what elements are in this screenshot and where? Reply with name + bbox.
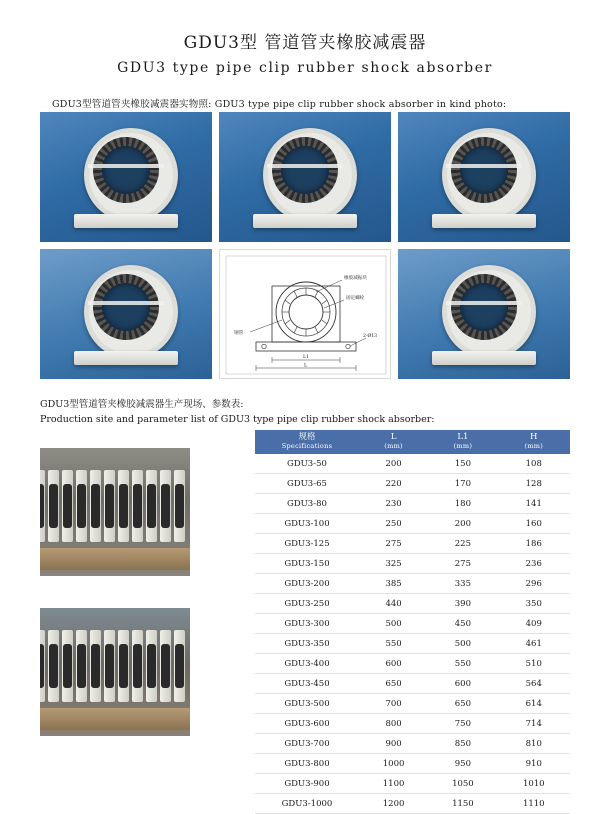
cell-h: 186: [498, 534, 570, 554]
table-row: [255, 574, 570, 594]
stacked-unit: [90, 630, 101, 702]
cell-l1: 225: [428, 534, 497, 554]
clamp-illustration: [78, 126, 174, 222]
cell-h: 128: [498, 474, 570, 494]
product-photo-4: [40, 249, 212, 379]
cell-specification: GDU3-125: [255, 534, 359, 554]
cell-h: 910: [498, 754, 570, 774]
production-caption-english: Production site and parameter list of GDU3 type pipe clip rubber shock absorber:: [40, 414, 435, 425]
clamp-split-line: [88, 164, 164, 168]
cell-l1: 450: [428, 614, 497, 634]
product-photo-2: [219, 112, 391, 242]
clamp-split-line: [88, 301, 164, 305]
photo-section-caption: GDU3型管道管夹橡胶减震器实物照: GDU3 type pipe clip rubber shock absorber in kind photo:: [52, 99, 507, 110]
stacked-unit: [174, 470, 185, 542]
production-caption-chinese: GDU3型管道管夹橡胶减震器生产现场、参数表:: [40, 399, 244, 410]
stacked-unit: [48, 470, 59, 542]
clamp-split-line: [446, 301, 522, 305]
cell-specification: GDU3-250: [255, 594, 359, 614]
cell-h: 350: [498, 594, 570, 614]
clamp-base-plate: [432, 351, 536, 365]
header-label-en: Specifications: [281, 441, 333, 450]
cell-l1: 275: [428, 554, 497, 574]
stacked-unit: [90, 470, 101, 542]
cell-l1: 390: [428, 594, 497, 614]
diagram-label-hole: 2-Ø13: [363, 334, 378, 339]
stacked-unit: [160, 470, 171, 542]
stacked-unit: [62, 630, 73, 702]
header-label-cn: H: [530, 432, 538, 442]
stacked-unit: [118, 470, 129, 542]
page-title: [0, 0, 610, 76]
cell-specification: GDU3-500: [255, 694, 359, 714]
table-row: [255, 794, 570, 814]
cell-l: 1200: [359, 794, 428, 814]
cell-l1: 950: [428, 754, 497, 774]
header-label-cn: L: [390, 432, 397, 442]
stacked-unit: [48, 630, 59, 702]
pallet: [40, 548, 190, 570]
cell-h: 409: [498, 614, 570, 634]
clamp-bore: [460, 146, 508, 194]
clamp-base-plate: [74, 214, 178, 228]
cell-h: 1010: [498, 774, 570, 794]
clamp-illustration: [78, 263, 174, 359]
cell-l1: 650: [428, 694, 497, 714]
table-header: [255, 430, 570, 454]
cell-h: 461: [498, 634, 570, 654]
column-header-h: [498, 430, 570, 454]
cell-l: 650: [359, 674, 428, 694]
cell-specification: GDU3-50: [255, 454, 359, 474]
clamp-bore: [281, 146, 329, 194]
table-row: [255, 554, 570, 574]
table-row: [255, 594, 570, 614]
production-photo-1: [40, 448, 190, 576]
cell-specification: GDU3-900: [255, 774, 359, 794]
clamp-base-plate: [253, 214, 357, 228]
table-row: [255, 754, 570, 774]
column-header-specification: [255, 430, 359, 454]
table-row: [255, 674, 570, 694]
header-label-unit: (mm): [453, 441, 473, 450]
cell-specification: GDU3-1000: [255, 794, 359, 814]
clamp-illustration: [436, 263, 532, 359]
table-row: [255, 494, 570, 514]
cell-l: 250: [359, 514, 428, 534]
table-row: [255, 474, 570, 494]
cell-specification: GDU3-65: [255, 474, 359, 494]
clamp-bore: [460, 283, 508, 331]
cell-h: 810: [498, 734, 570, 754]
cell-l1: 1050: [428, 774, 497, 794]
clamp-base-plate: [74, 351, 178, 365]
cell-h: 510: [498, 654, 570, 674]
cell-specification: GDU3-100: [255, 514, 359, 534]
stacked-unit: [146, 470, 157, 542]
cell-specification: GDU3-800: [255, 754, 359, 774]
diagram-label-bolt: 固定螺栓: [346, 296, 365, 301]
cell-l: 200: [359, 454, 428, 474]
production-photo-2: [40, 608, 190, 736]
clamp-illustration: [436, 126, 532, 222]
header-label-unit: (mm): [384, 441, 403, 450]
cell-specification: GDU3-700: [255, 734, 359, 754]
cell-specification: GDU3-450: [255, 674, 359, 694]
product-stack: [40, 470, 190, 542]
cell-l: 800: [359, 714, 428, 734]
title-english: GDU3 type pipe clip rubber shock absorber: [117, 60, 493, 76]
table-body: [255, 454, 570, 814]
cell-l1: 850: [428, 734, 497, 754]
diagram-label-pipe: 钢管: [234, 331, 244, 336]
table-row: [255, 734, 570, 754]
stacked-unit: [40, 470, 45, 542]
table-row: [255, 534, 570, 554]
stacked-unit: [76, 630, 87, 702]
stacked-unit: [118, 630, 129, 702]
cell-h: 236: [498, 554, 570, 574]
stacked-unit: [132, 630, 143, 702]
clamp-bore: [102, 146, 150, 194]
cell-l1: 500: [428, 634, 497, 654]
table-row: [255, 634, 570, 654]
cell-l1: 750: [428, 714, 497, 734]
cell-l1: 335: [428, 574, 497, 594]
technical-drawing-svg: [220, 250, 391, 379]
cell-l: 385: [359, 574, 428, 594]
clamp-split-line: [446, 164, 522, 168]
product-photo-5: [398, 249, 570, 379]
cell-l: 500: [359, 614, 428, 634]
header-label-cn: L1: [457, 432, 469, 442]
table-row: [255, 514, 570, 534]
cell-h: 1110: [498, 794, 570, 814]
stacked-unit: [62, 470, 73, 542]
pallet: [40, 708, 190, 730]
cell-l1: 150: [428, 454, 497, 474]
table-row: [255, 454, 570, 474]
cell-l: 275: [359, 534, 428, 554]
product-stack: [40, 630, 190, 702]
cell-specification: GDU3-80: [255, 494, 359, 514]
diagram-dim-l1: L1: [303, 355, 310, 360]
table-row: [255, 774, 570, 794]
stacked-unit: [40, 630, 45, 702]
clamp-base-plate: [432, 214, 536, 228]
clamp-illustration: [257, 126, 353, 222]
cell-l1: 1150: [428, 794, 497, 814]
stacked-unit: [76, 470, 87, 542]
column-header-l1: [428, 430, 497, 454]
cell-h: 141: [498, 494, 570, 514]
cell-specification: GDU3-600: [255, 714, 359, 734]
table-header-row: [255, 430, 570, 454]
specification-table: [255, 430, 570, 814]
cell-specification: GDU3-400: [255, 654, 359, 674]
cell-l1: 180: [428, 494, 497, 514]
table-row: [255, 694, 570, 714]
cell-l: 600: [359, 654, 428, 674]
product-photo-1: [40, 112, 212, 242]
diagram-dim-l: L: [304, 363, 308, 369]
cell-l1: 170: [428, 474, 497, 494]
cell-l: 700: [359, 694, 428, 714]
cell-l: 1100: [359, 774, 428, 794]
table-row: [255, 614, 570, 634]
cell-h: 108: [498, 454, 570, 474]
stacked-unit: [132, 470, 143, 542]
stacked-unit: [146, 630, 157, 702]
stacked-unit: [104, 470, 115, 542]
cell-l: 220: [359, 474, 428, 494]
cell-l1: 200: [428, 514, 497, 534]
stacked-unit: [160, 630, 171, 702]
column-header-l: [359, 430, 428, 454]
table-row: [255, 714, 570, 734]
cell-h: 160: [498, 514, 570, 534]
cell-l: 900: [359, 734, 428, 754]
stacked-unit: [104, 630, 115, 702]
cell-l: 440: [359, 594, 428, 614]
cell-h: 296: [498, 574, 570, 594]
cell-l: 1000: [359, 754, 428, 774]
cell-specification: GDU3-200: [255, 574, 359, 594]
header-label-unit: (mm): [524, 441, 544, 450]
title-chinese: GDU3型 管道管夹橡胶减震器: [183, 33, 427, 53]
table-row: [255, 654, 570, 674]
clamp-split-line: [267, 164, 343, 168]
stacked-unit: [174, 630, 185, 702]
technical-drawing: [219, 249, 391, 379]
cell-l1: 600: [428, 674, 497, 694]
photo-grid: [40, 112, 570, 379]
cell-h: 614: [498, 694, 570, 714]
clamp-bore: [102, 283, 150, 331]
header-label-cn: 规格: [298, 432, 316, 442]
cell-h: 714: [498, 714, 570, 734]
product-photo-3: [398, 112, 570, 242]
cell-specification: GDU3-300: [255, 614, 359, 634]
cell-l1: 550: [428, 654, 497, 674]
cell-l: 230: [359, 494, 428, 514]
cell-l: 550: [359, 634, 428, 654]
cell-specification: GDU3-350: [255, 634, 359, 654]
cell-l: 325: [359, 554, 428, 574]
cell-specification: GDU3-150: [255, 554, 359, 574]
cell-h: 564: [498, 674, 570, 694]
diagram-label-rubber: 橡胶减振块: [344, 276, 367, 281]
